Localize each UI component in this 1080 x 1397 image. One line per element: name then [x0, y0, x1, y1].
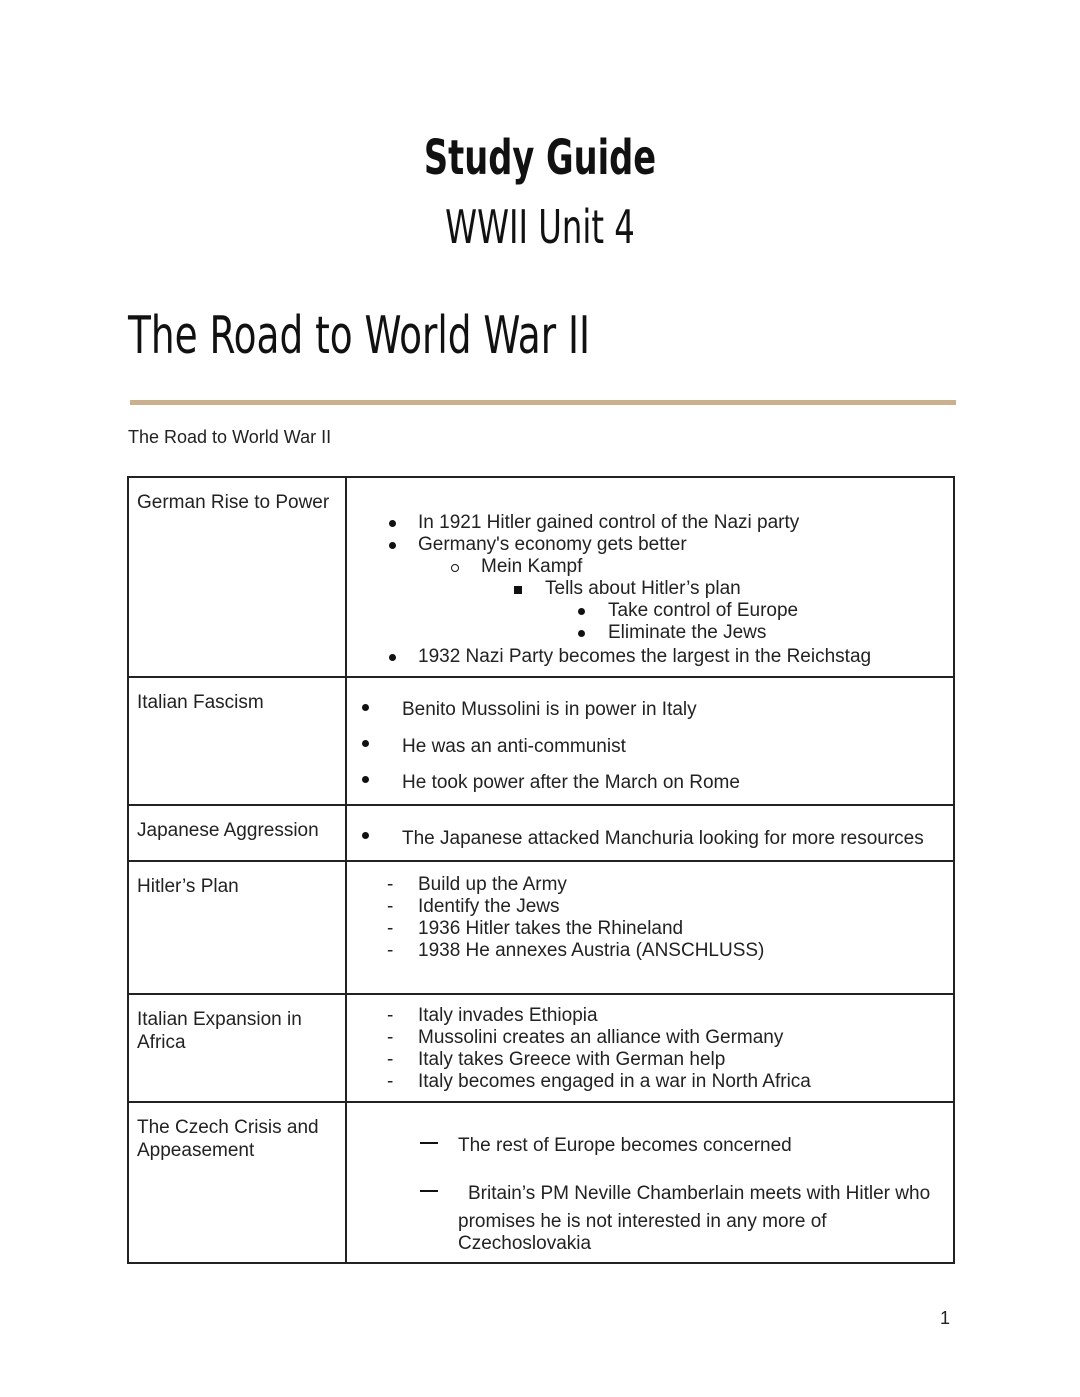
topic-cell: Hitler’s Plan: [128, 861, 346, 994]
list-item: In 1921 Hitler gained control of the Nazi party: [418, 512, 800, 533]
list-item: Germany's economy gets better: [418, 534, 687, 555]
dash-bullet: -: [387, 918, 394, 939]
dash-bullet: -: [387, 1071, 394, 1092]
list-item: Britain’s PM Neville Chamberlain meets with Hitler who: [468, 1183, 931, 1204]
content-cell: [346, 677, 954, 805]
list-item: Czechoslovakia: [458, 1233, 592, 1254]
bullet-icon: [362, 704, 369, 711]
square-bullet-icon: [514, 586, 522, 594]
bullet-icon: [362, 776, 369, 783]
content-cell: [346, 1102, 954, 1263]
list-item: The rest of Europe becomes concerned: [458, 1135, 792, 1156]
table-caption: The Road to World War II: [128, 427, 332, 447]
content-cell: [346, 805, 954, 861]
dash-bullet: -: [387, 1005, 394, 1026]
list-item: Italy takes Greece with German help: [418, 1049, 726, 1070]
list-item: Eliminate the Jews: [608, 622, 767, 643]
list-item: Tells about Hitler’s plan: [545, 578, 741, 599]
list-item: Mussolini creates an alliance with Germany: [418, 1027, 784, 1048]
list-item: 1932 Nazi Party becomes the largest in the Reichstag: [418, 646, 872, 667]
circle-bullet-icon: [451, 564, 459, 572]
dash-bullet: -: [387, 940, 394, 961]
heading-divider: [130, 400, 956, 405]
list-item: Take control of Europe: [608, 600, 799, 621]
bullet-icon: [578, 608, 585, 615]
list-item: He was an anti-communist: [402, 736, 626, 757]
bullet-icon: [389, 542, 396, 549]
dash-bullet: -: [387, 896, 394, 917]
table-row: [128, 1102, 954, 1263]
topic-cell: The Czech Crisis and Appeasement: [128, 1102, 346, 1263]
topic-cell: German Rise to Power: [128, 477, 346, 677]
topic-cell: Japanese Aggression: [128, 805, 346, 861]
document-title: Study Guide: [423, 130, 657, 186]
list-item: 1938 He annexes Austria (ANSCHLUSS): [418, 940, 765, 961]
notes-table: [127, 476, 955, 1264]
list-item: He took power after the March on Rome: [402, 772, 740, 793]
content-cell: [346, 861, 954, 994]
list-item: Benito Mussolini is in power in Italy: [402, 699, 697, 720]
list-item: 1936 Hitler takes the Rhineland: [418, 918, 684, 939]
dash-bullet: [420, 1190, 438, 1192]
content-cell: [346, 477, 954, 677]
bullet-icon: [578, 630, 585, 637]
table-row: [128, 477, 954, 677]
table-row: [128, 861, 954, 994]
bullet-icon: [389, 654, 396, 661]
list-item: Identify the Jews: [418, 896, 560, 917]
bullet-icon: [389, 520, 396, 527]
topic-cell: Italian Fascism: [128, 677, 346, 805]
table-row: [128, 805, 954, 861]
content-cell: [346, 994, 954, 1102]
dash-bullet: -: [387, 874, 394, 895]
document-subtitle: WWII Unit 4: [445, 200, 635, 254]
topic-cell: Italian Expansion in Africa: [128, 994, 346, 1102]
list-item: Italy invades Ethiopia: [418, 1005, 598, 1026]
list-item: Mein Kampf: [481, 556, 583, 577]
bullet-icon: [362, 832, 369, 839]
table-row: [128, 994, 954, 1102]
dash-bullet: -: [387, 1027, 394, 1048]
page-number: 1: [940, 1308, 951, 1328]
bullet-icon: [362, 740, 369, 747]
list-item: Italy becomes engaged in a war in North Africa: [418, 1071, 811, 1092]
dash-bullet: [420, 1142, 438, 1144]
table-row: [128, 677, 954, 805]
section-heading: The Road to World War II: [128, 306, 591, 366]
dash-bullet: -: [387, 1049, 394, 1070]
list-item: promises he is not interested in any more of: [458, 1211, 827, 1232]
list-item: Build up the Army: [418, 874, 567, 895]
list-item: The Japanese attacked Manchuria looking for more resources: [402, 828, 924, 849]
